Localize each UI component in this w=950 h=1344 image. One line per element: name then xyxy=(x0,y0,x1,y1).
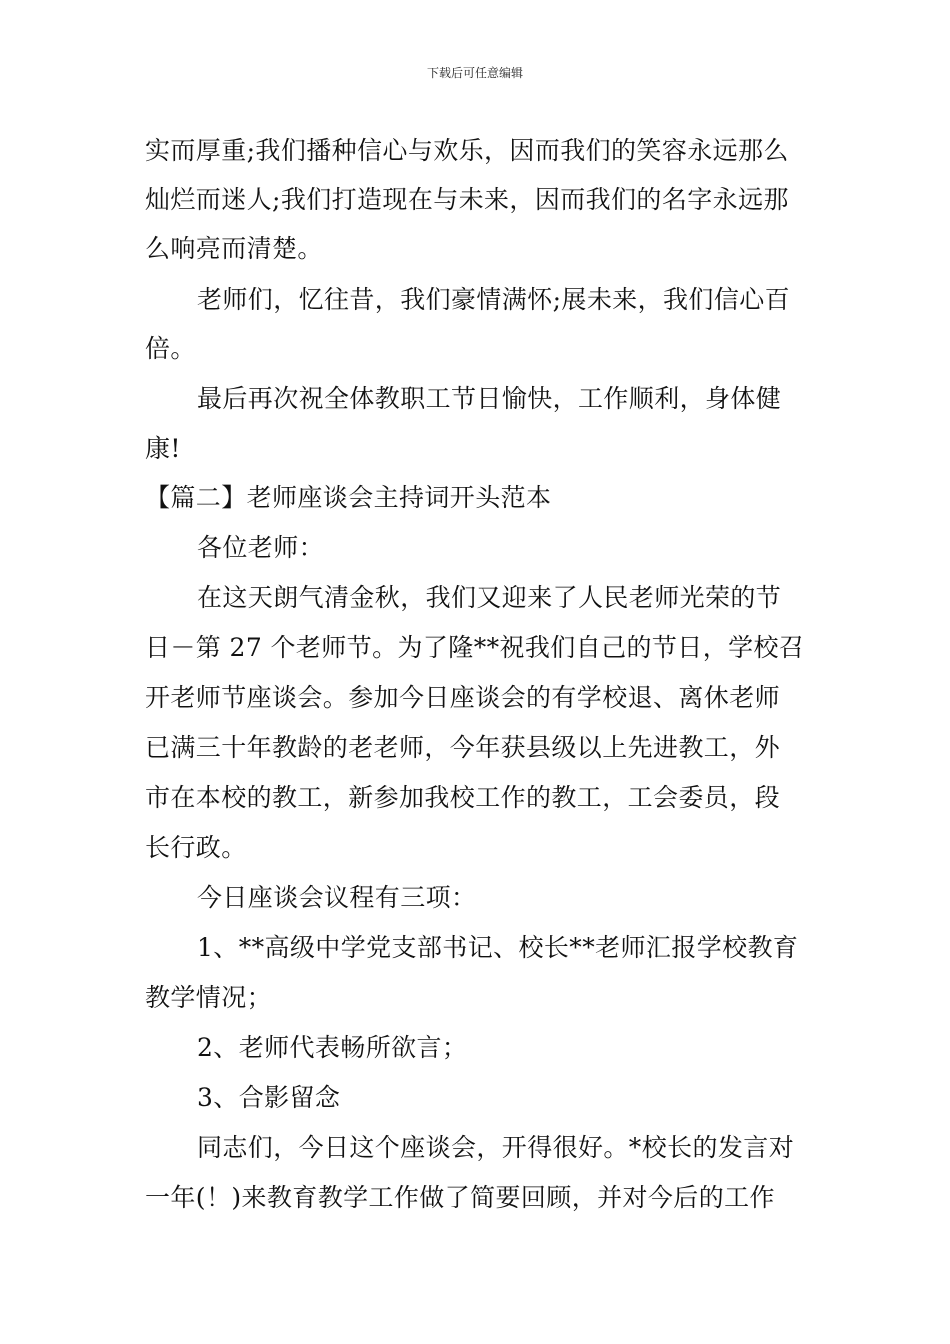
agenda-item: 2、老师代表畅所欲言； xyxy=(197,1033,468,1062)
paragraph-line: 康! xyxy=(145,434,181,463)
paragraph-line: 日－第 27 个老师节。为了隆**祝我们自己的节日，学校召 xyxy=(145,633,805,662)
page-header: 下载后可任意编辑 xyxy=(426,66,523,80)
paragraph-line: 实而厚重;我们播种信心与欢乐，因而我们的笑容永远那么 xyxy=(145,136,789,165)
paragraph-line: 最后再次祝全体教职工节日愉快，工作顺利，身体健 xyxy=(197,384,782,413)
paragraph-line: 同志们，今日这个座谈会，开得很好。*校长的发言对 xyxy=(197,1133,795,1162)
paragraph-line: 么响亮而清楚。 xyxy=(145,234,323,263)
paragraph-line: 老师们，忆往昔，我们豪情满怀;展未来，我们信心百 xyxy=(197,285,791,314)
paragraph-line: 今日座谈会议程有三项： xyxy=(197,883,477,912)
paragraph-line: 已满三十年教龄的老老师，今年获县级以上先进教工，外 xyxy=(145,733,781,762)
agenda-item: 1、**高级中学党支部书记、校长**老师汇报学校教育 xyxy=(197,933,799,962)
paragraph-line: 在这天朗气清金秋，我们又迎来了人民老师光荣的节 xyxy=(197,583,782,612)
agenda-item: 3、合影留念 xyxy=(197,1083,341,1112)
paragraph-line: 长行政。 xyxy=(145,833,247,862)
section-heading: 【篇二】老师座谈会主持词开头范本 xyxy=(145,483,552,512)
salutation: 各位老师： xyxy=(197,533,325,562)
agenda-item-continued: 教学情况； xyxy=(145,983,273,1012)
paragraph-line: 市在本校的教工，新参加我校工作的教工，工会委员，段 xyxy=(145,783,781,812)
paragraph-line: 一年(！)来教育教学工作做了简要回顾，并对今后的工作 xyxy=(145,1183,775,1212)
paragraph-line: 开老师节座谈会。参加今日座谈会的有学校退、离休老师 xyxy=(145,683,781,712)
paragraph-line: 灿烂而迷人;我们打造现在与未来，因而我们的名字永远那 xyxy=(145,185,789,214)
paragraph-line: 倍。 xyxy=(145,334,196,363)
